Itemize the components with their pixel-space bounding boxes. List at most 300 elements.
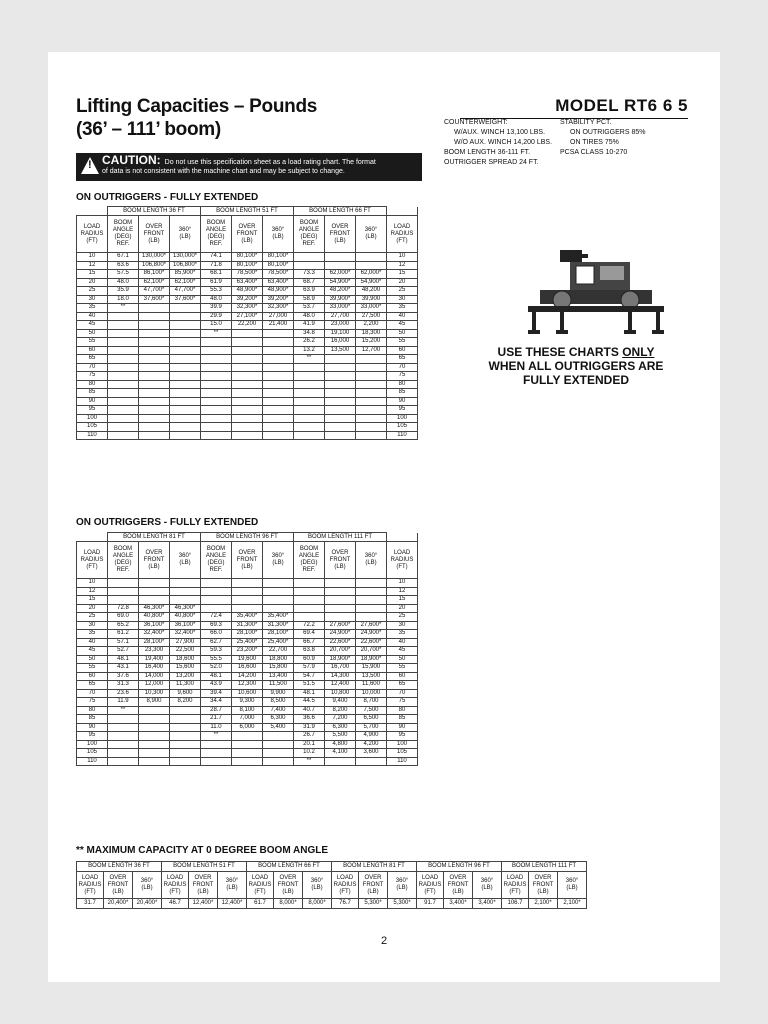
table-cell xyxy=(356,423,387,432)
table-cell xyxy=(325,389,356,398)
table-cell xyxy=(139,749,170,758)
boom-angle-header: BOOM ANGLE (DEG) REF. xyxy=(294,216,325,253)
table-cell xyxy=(232,363,263,372)
table-cell: 50 xyxy=(77,655,108,664)
table-cell: 16,700 xyxy=(325,664,356,673)
over-front-header: OVER FRONT (LB) xyxy=(232,216,263,253)
table-row xyxy=(77,672,418,681)
table-cell xyxy=(263,423,294,432)
table-cell: 65 xyxy=(387,681,418,690)
load-radius-header: LOAD RADIUS (FT) xyxy=(162,872,189,899)
table-cell: 65 xyxy=(77,355,108,364)
table-cell: 13.2 xyxy=(294,346,325,355)
table-cell: 52.0 xyxy=(201,664,232,673)
crane-illustration xyxy=(520,230,672,342)
table-row xyxy=(77,698,418,707)
spec-aux2: W/O AUX. WINCH 14,200 LBS. xyxy=(454,139,553,146)
table-cell xyxy=(139,389,170,398)
table-cell xyxy=(108,757,139,766)
table-cell xyxy=(201,604,232,613)
boom-length-header: BOOM LENGTH 51 FT xyxy=(201,207,294,216)
table-cell: 110 xyxy=(77,431,108,440)
table-cell: 40 xyxy=(77,638,108,647)
table-cell xyxy=(139,304,170,313)
table-row xyxy=(77,414,418,423)
table-cell: 12 xyxy=(387,587,418,596)
over-front-header: OVER FRONT (LB) xyxy=(139,542,170,579)
table-cell: 5,300* xyxy=(388,899,417,909)
table-cell: 13,200 xyxy=(170,672,201,681)
table-cell: 12,000 xyxy=(139,681,170,690)
table-cell: 11.0 xyxy=(201,723,232,732)
table-cell: 32,400* xyxy=(170,630,201,639)
table-cell: 32,300* xyxy=(232,304,263,313)
table-cell: 15,900 xyxy=(356,664,387,673)
table-cell: 30 xyxy=(77,295,108,304)
table-cell: 3,600 xyxy=(356,749,387,758)
table-cell xyxy=(170,579,201,588)
table-cell xyxy=(356,596,387,605)
spec-aux1: W/AUX. WINCH 13,100 LBS. xyxy=(454,129,546,136)
table-cell xyxy=(170,732,201,741)
table-cell: 130,000* xyxy=(139,253,170,262)
table-cell: 18.0 xyxy=(108,295,139,304)
table-cell: 18,900* xyxy=(325,655,356,664)
table-cell: 20,400* xyxy=(104,899,133,909)
boom-length-header: BOOM LENGTH 96 FT xyxy=(201,533,294,542)
spec-counterweight: COUNTERWEIGHT: xyxy=(444,119,508,126)
max-capacity-table xyxy=(76,861,587,909)
table-cell: 10 xyxy=(387,579,418,588)
table-cell: 18,800 xyxy=(263,655,294,664)
table-cell xyxy=(325,596,356,605)
table-cell xyxy=(170,372,201,381)
boom-angle-header: BOOM ANGLE (DEG) REF. xyxy=(108,216,139,253)
table-cell xyxy=(294,596,325,605)
table-cell: 106,800* xyxy=(170,261,201,270)
table-cell: 21,400 xyxy=(263,321,294,330)
table-cell xyxy=(139,372,170,381)
table-cell xyxy=(325,406,356,415)
table-cell xyxy=(201,406,232,415)
table-row xyxy=(77,681,418,690)
table-cell: 45 xyxy=(387,321,418,330)
table-cell xyxy=(170,596,201,605)
table-cell: 48.1 xyxy=(108,655,139,664)
table-cell: 91.7 xyxy=(417,899,444,909)
table-cell: 20 xyxy=(77,278,108,287)
table-cell: 19,400 xyxy=(139,655,170,664)
table-cell: 35,400* xyxy=(263,613,294,622)
table-cell: 24,900* xyxy=(356,630,387,639)
table-cell xyxy=(232,596,263,605)
spec-outrigger-spread: OUTRIGGER SPREAD 24 FT. xyxy=(444,159,539,166)
table-cell: 22,600* xyxy=(325,638,356,647)
table-cell: 8,700 xyxy=(356,698,387,707)
table-cell: 39,200* xyxy=(232,295,263,304)
table-cell: 11,600 xyxy=(356,681,387,690)
table-cell xyxy=(294,423,325,432)
spec-stability: STABILITY PCT. xyxy=(560,119,612,126)
table-cell: 90 xyxy=(387,723,418,732)
table-cell xyxy=(325,579,356,588)
table-cell: 4,200 xyxy=(356,740,387,749)
table-cell: 32,400* xyxy=(139,630,170,639)
table-cell xyxy=(356,372,387,381)
boom-length-header: BOOM LENGTH 66 FT xyxy=(247,862,332,872)
corner-cell xyxy=(387,533,418,542)
table-cell xyxy=(201,380,232,389)
load-radius-header: LOAD RADIUS (FT) xyxy=(387,542,418,579)
table-cell xyxy=(201,749,232,758)
section-title-2: ON OUTRIGGERS - FULLY EXTENDED xyxy=(76,517,259,528)
table-cell xyxy=(170,380,201,389)
table-cell: 16,400 xyxy=(139,664,170,673)
table-cell: 85 xyxy=(387,389,418,398)
table-cell xyxy=(263,380,294,389)
caution-line-2: of data is not consistent with the machine chart and may be subject to change. xyxy=(102,168,345,175)
table-cell xyxy=(294,406,325,415)
table-cell: 110 xyxy=(387,431,418,440)
table-cell xyxy=(232,414,263,423)
table-cell: 27,700 xyxy=(325,312,356,321)
table-cell: 2,200 xyxy=(356,321,387,330)
table-cell: 18,900* xyxy=(356,655,387,664)
table-cell: ** xyxy=(201,329,232,338)
table-cell: 75 xyxy=(77,372,108,381)
load-radius-header: LOAD RADIUS (FT) xyxy=(332,872,359,899)
table-cell xyxy=(201,397,232,406)
load-radius-header: LOAD RADIUS (FT) xyxy=(77,872,104,899)
table-cell xyxy=(139,414,170,423)
table-cell xyxy=(263,363,294,372)
table-cell: 105 xyxy=(387,423,418,432)
table-cell: 10,000 xyxy=(356,689,387,698)
table-cell xyxy=(108,363,139,372)
table-cell: 60.9 xyxy=(294,655,325,664)
table-cell: 3,400* xyxy=(473,899,502,909)
table-cell xyxy=(356,604,387,613)
table-cell: 30 xyxy=(387,295,418,304)
table-cell xyxy=(325,372,356,381)
table-cell xyxy=(139,363,170,372)
table-row xyxy=(77,732,418,741)
table-cell: 55.3 xyxy=(201,287,232,296)
table-cell: 30 xyxy=(77,621,108,630)
table-cell xyxy=(139,406,170,415)
table-cell: 10 xyxy=(77,579,108,588)
table-cell: 85,900* xyxy=(170,270,201,279)
boom-length-header: BOOM LENGTH 36 FT xyxy=(108,207,201,216)
table-cell: 21.7 xyxy=(201,715,232,724)
load-radius-header: LOAD RADIUS (FT) xyxy=(77,216,108,253)
table-cell xyxy=(170,397,201,406)
table-cell xyxy=(232,329,263,338)
table-cell: 5,300* xyxy=(359,899,388,909)
table-cell xyxy=(294,372,325,381)
table-cell: 86,100* xyxy=(139,270,170,279)
table-cell: 39.9 xyxy=(201,304,232,313)
table-row xyxy=(77,278,418,287)
table-cell: 45 xyxy=(387,647,418,656)
table-cell: 53.7 xyxy=(294,304,325,313)
table-cell: 50 xyxy=(387,329,418,338)
load-radius-header: LOAD RADIUS (FT) xyxy=(502,872,529,899)
table-cell xyxy=(170,389,201,398)
deg360-header: 360° (LB) xyxy=(263,542,294,579)
table-cell: 78,500* xyxy=(232,270,263,279)
table-cell: 65 xyxy=(387,355,418,364)
table-cell: 5,700 xyxy=(356,723,387,732)
table-cell: 40 xyxy=(387,638,418,647)
table-cell xyxy=(170,723,201,732)
table-cell xyxy=(356,363,387,372)
table-cell xyxy=(325,253,356,262)
table-cell xyxy=(232,355,263,364)
table-cell: 61.9 xyxy=(201,278,232,287)
deg360-header: 360° (LB) xyxy=(558,872,587,899)
table-cell xyxy=(201,346,232,355)
table-cell: 34.8 xyxy=(294,329,325,338)
table-cell xyxy=(108,431,139,440)
table-cell: 62,100* xyxy=(139,278,170,287)
table-cell: 40,800* xyxy=(139,613,170,622)
table-cell: 63.8 xyxy=(294,647,325,656)
table-cell: 37.6 xyxy=(108,672,139,681)
table-row xyxy=(77,372,418,381)
table-cell: 80 xyxy=(387,706,418,715)
table-cell xyxy=(139,740,170,749)
table-cell xyxy=(294,389,325,398)
table-cell: 35 xyxy=(387,630,418,639)
table-cell xyxy=(170,338,201,347)
table-row xyxy=(77,715,418,724)
table-cell xyxy=(325,613,356,622)
table-cell: 35 xyxy=(387,304,418,313)
over-front-header: OVER FRONT (LB) xyxy=(444,872,473,899)
table-row xyxy=(77,431,418,440)
table-cell xyxy=(294,380,325,389)
table-cell: 80,100* xyxy=(263,253,294,262)
table-cell: 62,000* xyxy=(356,270,387,279)
table-cell: 73.3 xyxy=(294,270,325,279)
table-cell: 130,000* xyxy=(170,253,201,262)
table-cell xyxy=(170,423,201,432)
table-cell xyxy=(139,587,170,596)
table-row xyxy=(77,613,418,622)
table-cell: 36.6 xyxy=(294,715,325,724)
table-cell xyxy=(108,312,139,321)
table-cell xyxy=(108,732,139,741)
table-cell: 15,800 xyxy=(263,664,294,673)
spec-pcsa: PCSA CLASS 10-270 xyxy=(560,149,628,156)
table-cell xyxy=(139,596,170,605)
capacity-table-1 xyxy=(76,206,418,440)
table-cell xyxy=(139,579,170,588)
table-cell: 50 xyxy=(387,655,418,664)
table-cell: 48.1 xyxy=(201,672,232,681)
over-front-header: OVER FRONT (LB) xyxy=(325,216,356,253)
table-cell: 95 xyxy=(77,732,108,741)
table-cell xyxy=(325,261,356,270)
table-cell: 27,100* xyxy=(232,312,263,321)
table-cell xyxy=(139,329,170,338)
table-cell: 32,300* xyxy=(263,304,294,313)
table-cell: 4,100 xyxy=(325,749,356,758)
table-cell: 48.0 xyxy=(294,312,325,321)
table-cell: 20.1 xyxy=(294,740,325,749)
table-cell: 36,100* xyxy=(170,621,201,630)
table-cell xyxy=(170,406,201,415)
table-cell xyxy=(170,346,201,355)
table-cell: 8,500 xyxy=(263,698,294,707)
table-cell xyxy=(356,613,387,622)
table-cell xyxy=(232,732,263,741)
boom-length-header: BOOM LENGTH 111 FT xyxy=(294,533,387,542)
table-cell: 48,200 xyxy=(356,287,387,296)
table-cell: 5,400 xyxy=(263,723,294,732)
table-cell xyxy=(139,723,170,732)
table-cell xyxy=(170,715,201,724)
table-cell: 60 xyxy=(77,346,108,355)
table-cell: 48,900* xyxy=(232,287,263,296)
table-cell xyxy=(201,579,232,588)
table-cell: 100 xyxy=(387,740,418,749)
table-cell: 25 xyxy=(77,287,108,296)
table-cell: 20,400* xyxy=(133,899,162,909)
table-row xyxy=(77,287,418,296)
deg360-header: 360° (LB) xyxy=(218,872,247,899)
title-line-2: (36’ – 111’ boom) xyxy=(76,119,221,140)
table-cell: 12 xyxy=(77,587,108,596)
table-cell: 10.2 xyxy=(294,749,325,758)
table-cell xyxy=(201,431,232,440)
table-cell: 28.7 xyxy=(201,706,232,715)
table-row xyxy=(77,406,418,415)
table-cell xyxy=(294,613,325,622)
table-cell xyxy=(201,423,232,432)
table-cell xyxy=(356,380,387,389)
table-cell: ** xyxy=(108,706,139,715)
table-cell: 71.8 xyxy=(201,261,232,270)
table-cell: 85 xyxy=(387,715,418,724)
table-cell xyxy=(325,355,356,364)
table-cell: 27,600* xyxy=(325,621,356,630)
table-cell: 18,300 xyxy=(356,329,387,338)
table-cell: 57.9 xyxy=(294,664,325,673)
table-cell: 22,700 xyxy=(263,647,294,656)
table-cell: 70 xyxy=(387,689,418,698)
table-cell: 106.7 xyxy=(502,899,529,909)
table-cell xyxy=(201,587,232,596)
table-cell xyxy=(294,587,325,596)
table-cell xyxy=(108,321,139,330)
table-cell: 10 xyxy=(387,253,418,262)
table-cell xyxy=(232,749,263,758)
table-cell: 67.1 xyxy=(108,253,139,262)
table-cell xyxy=(325,414,356,423)
table-cell xyxy=(294,261,325,270)
page-number: 2 xyxy=(380,935,388,947)
table-cell: 45 xyxy=(77,321,108,330)
table-cell xyxy=(108,372,139,381)
boom-angle-header: BOOM ANGLE (DEG) REF. xyxy=(201,216,232,253)
table-cell xyxy=(108,596,139,605)
table-row xyxy=(77,346,418,355)
table-cell: 37,600* xyxy=(139,295,170,304)
load-radius-header: LOAD RADIUS (FT) xyxy=(387,216,418,253)
table-cell: 65.2 xyxy=(108,621,139,630)
table-row xyxy=(77,587,418,596)
table-cell xyxy=(170,321,201,330)
table-cell xyxy=(139,706,170,715)
table-cell: 12,300 xyxy=(232,681,263,690)
table-cell xyxy=(325,363,356,372)
table-cell: 26.7 xyxy=(294,732,325,741)
table-cell: 78,500* xyxy=(263,270,294,279)
boom-length-header: BOOM LENGTH 36 FT xyxy=(77,862,162,872)
deg360-header: 360° (LB) xyxy=(263,216,294,253)
table-cell xyxy=(263,579,294,588)
table-cell: 12,400* xyxy=(189,899,218,909)
table-cell xyxy=(325,423,356,432)
table-cell xyxy=(201,338,232,347)
table-cell: 80,100* xyxy=(232,261,263,270)
table-cell: 63,400* xyxy=(232,278,263,287)
caution-word: CAUTION: xyxy=(102,153,161,167)
table-cell: 54.7 xyxy=(294,672,325,681)
table-cell: 69.3 xyxy=(201,621,232,630)
table-cell xyxy=(356,406,387,415)
table-cell: 8,100 xyxy=(232,706,263,715)
table-cell xyxy=(108,715,139,724)
table-cell xyxy=(139,423,170,432)
table-cell xyxy=(325,397,356,406)
table-cell xyxy=(139,346,170,355)
table-cell: 62,100* xyxy=(170,278,201,287)
table-cell: 46,300* xyxy=(139,604,170,613)
boom-length-header: BOOM LENGTH 111 FT xyxy=(502,862,587,872)
table-cell xyxy=(108,346,139,355)
table-cell: 55 xyxy=(77,338,108,347)
table-cell: 75 xyxy=(77,698,108,707)
table-cell: 44.5 xyxy=(294,698,325,707)
table-cell: 46,300* xyxy=(170,604,201,613)
table-cell: 34.4 xyxy=(201,698,232,707)
table-cell xyxy=(139,431,170,440)
table-cell: 90 xyxy=(387,397,418,406)
over-front-header: OVER FRONT (LB) xyxy=(325,542,356,579)
over-front-header: OVER FRONT (LB) xyxy=(189,872,218,899)
table-cell: 25,400* xyxy=(263,638,294,647)
table-cell: 8,200 xyxy=(170,698,201,707)
table-cell xyxy=(232,372,263,381)
table-cell xyxy=(108,414,139,423)
table-cell: 20 xyxy=(387,278,418,287)
table-cell: 39.4 xyxy=(201,689,232,698)
table-cell: 43.9 xyxy=(201,681,232,690)
table-row xyxy=(77,355,418,364)
table-cell xyxy=(108,397,139,406)
table-cell xyxy=(108,423,139,432)
table-cell: 60 xyxy=(77,672,108,681)
table-cell xyxy=(170,431,201,440)
table-cell: 33,000* xyxy=(356,304,387,313)
table-cell: 70 xyxy=(77,689,108,698)
table-cell: 10,600 xyxy=(232,689,263,698)
table-cell xyxy=(232,587,263,596)
table-cell xyxy=(232,757,263,766)
